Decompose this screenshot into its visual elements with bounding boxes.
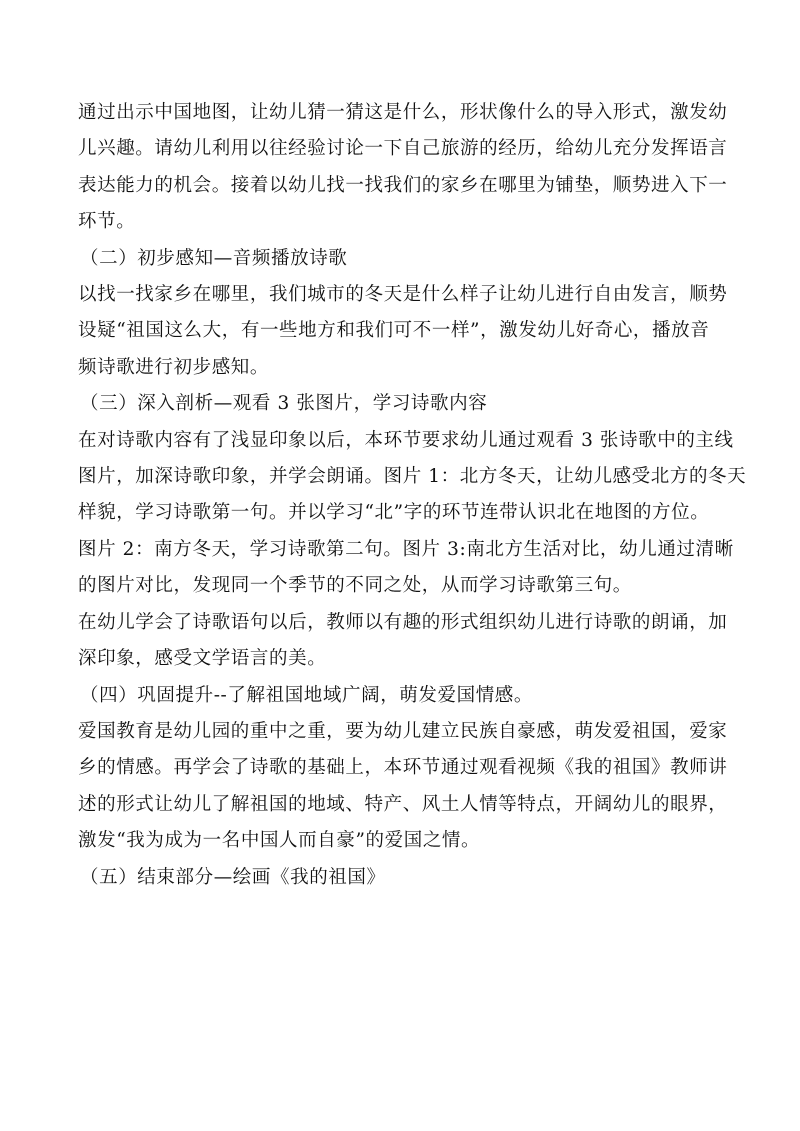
section-3-paragraph-line: 深印象，感受文学语言的美。 (78, 648, 327, 670)
section-heading-3: （三）深入剖析—观看 3 张图片，学习诗歌内容 (80, 393, 488, 415)
section-3-paragraph-line: 样貌，学习诗歌第一句。并以学习“北”字的环节连带认识北在地图的方位。 (78, 502, 710, 524)
section-heading-4: （四）巩固提升--了解祖国地域广阔，萌发爱国情感。 (80, 684, 534, 706)
paragraph-intro-line: 环节。 (78, 211, 136, 233)
section-3-paragraph-line: 图片，加深诗歌印象，并学会朗诵。图片 1：北方冬天，让幼儿感受北方的冬天 (78, 466, 747, 488)
paragraph-intro-line: 儿兴趣。请幼儿利用以往经验讨论一下自己旅游的经历，给幼儿充分发挥语言 (78, 138, 728, 160)
section-heading-5: （五）结束部分—绘画《我的祖国》 (80, 866, 386, 888)
paragraph-intro-line: 通过出示中国地图，让幼儿猜一猜这是什么，形状像什么的导入形式，激发幼 (78, 102, 728, 123)
section-3-paragraph-line: 的图片对比，发现同一个季节的不同之处，从而学习诗歌第三句。 (78, 575, 632, 597)
section-2-paragraph-line: 频诗歌进行初步感知。 (78, 356, 270, 378)
section-4-paragraph-line: 激发“我为成为一名中国人而自豪”的爱国之情。 (78, 830, 481, 852)
document-page (78, 95, 747, 896)
section-2-paragraph-line: 以找一找家乡在哪里，我们城市的冬天是什么样子让幼儿进行自由发言，顺势 (78, 284, 728, 306)
section-4-paragraph-line: 爱国教育是幼儿园的重中之重，要为幼儿建立民族自豪感，萌发爱祖国，爱家 (78, 720, 728, 742)
section-3-paragraph-line: 在幼儿学会了诗歌语句以后，教师以有趣的形式组织幼儿进行诗歌的朗诵，加 (78, 611, 728, 633)
section-4-paragraph-line: 述的形式让幼儿了解祖国的地域、特产、风土人情等特点，开阔幼儿的眼界， (78, 793, 728, 815)
section-heading-2: （二）初步感知—音频播放诗歌 (80, 247, 348, 269)
section-2-paragraph-line: 设疑“祖国这么大，有一些地方和我们可不一样”，激发幼儿好奇心，播放音 (78, 320, 710, 342)
section-3-paragraph-line: 在对诗歌内容有了浅显印象以后，本环节要求幼儿通过观看 3 张诗歌中的主线 (78, 429, 734, 451)
paragraph-intro-line: 表达能力的机会。接着以幼儿找一找我们的家乡在哪里为铺垫，顺势进入下一 (78, 174, 728, 196)
section-3-paragraph-line: 图片 2：南方冬天，学习诗歌第二句。图片 3:南北方生活对比，幼儿通过清晰 (78, 538, 734, 560)
section-4-paragraph-line: 乡的情感。再学会了诗歌的基础上，本环节通过观看视频《我的祖国》教师讲 (78, 757, 728, 779)
